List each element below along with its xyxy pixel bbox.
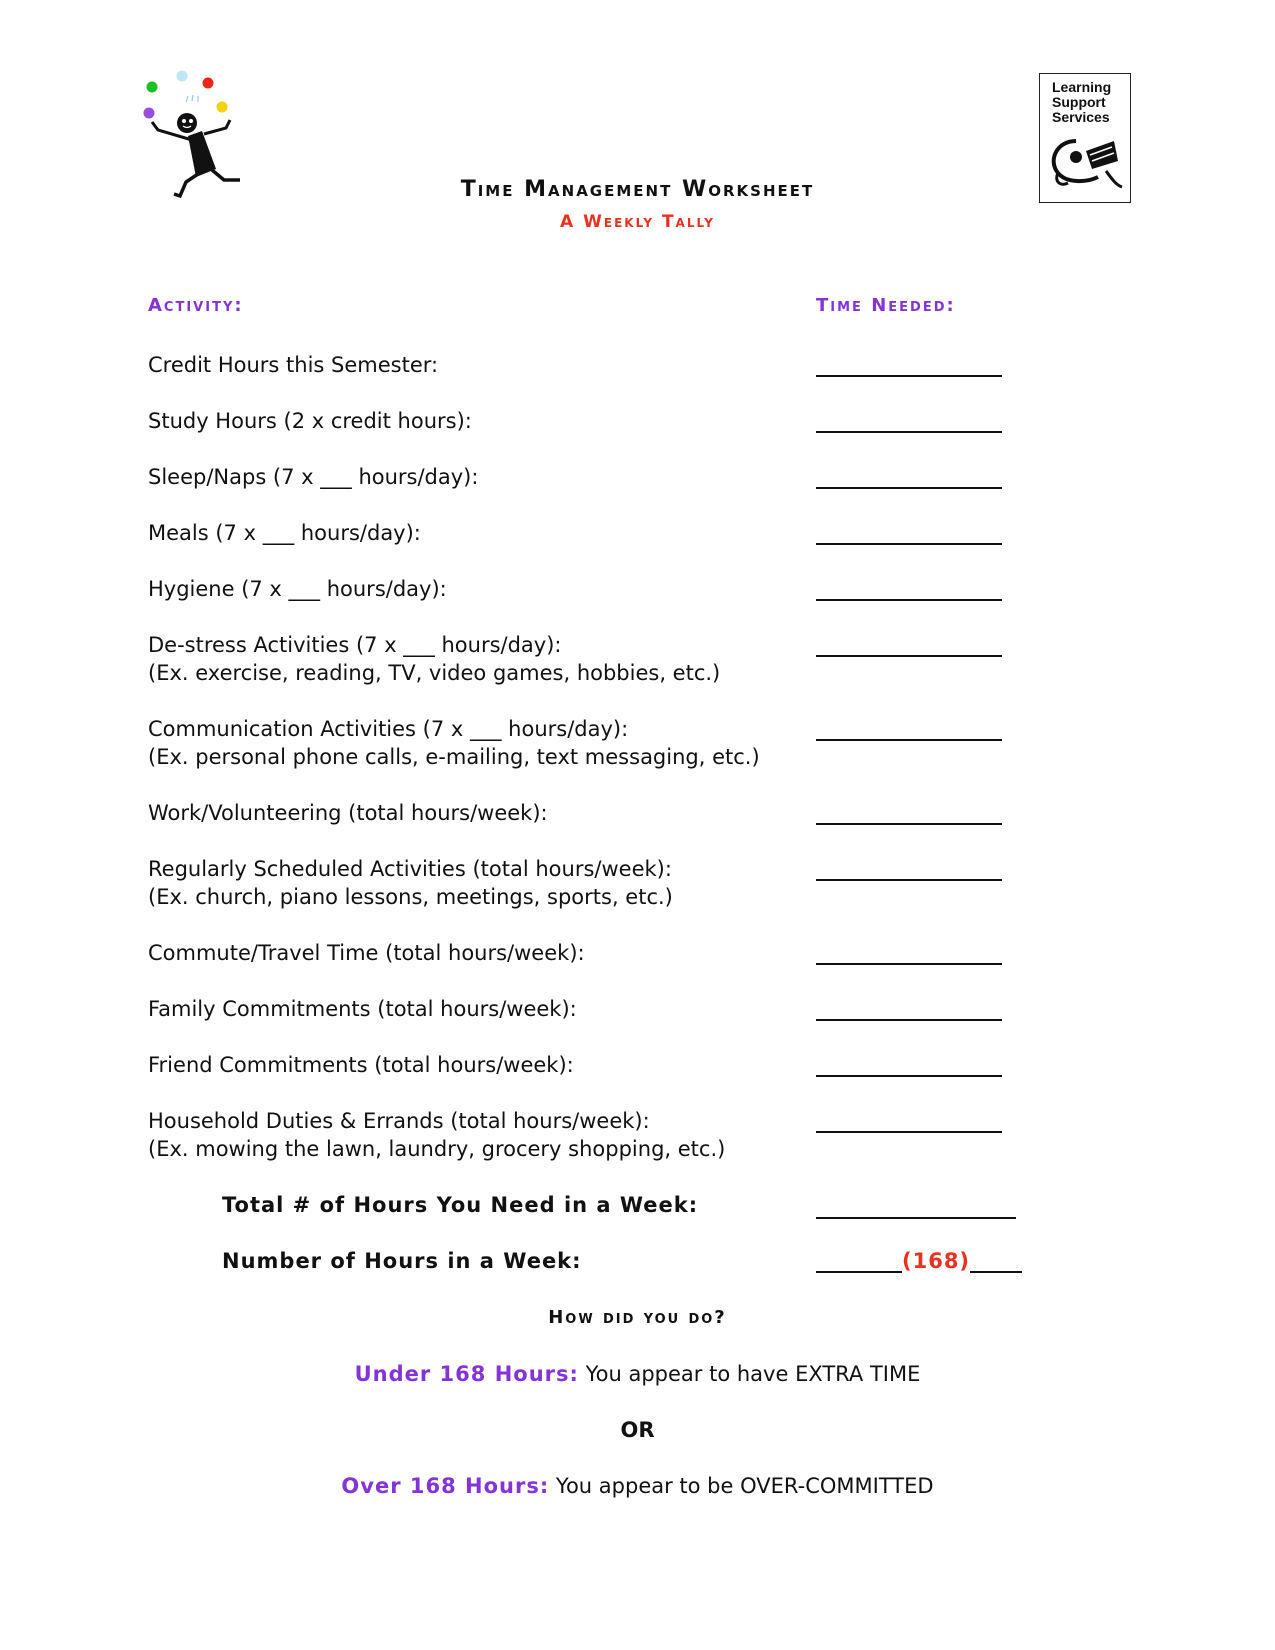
or-divider: OR xyxy=(620,1418,655,1442)
activity-label: Commute/Travel Time (total hours/week): xyxy=(148,941,585,965)
activity-label: Meals (7 x ___ hours/day): xyxy=(148,521,421,545)
time-needed-blank[interactable] xyxy=(816,465,1002,489)
page-title: Time Management Worksheet xyxy=(460,177,815,202)
week-hours-underline xyxy=(970,1249,1022,1273)
activity-row xyxy=(148,855,1028,911)
time-needed-blank[interactable] xyxy=(816,577,1002,601)
logo-line: Services xyxy=(1052,109,1110,125)
activity-row xyxy=(148,939,1028,967)
activity-label: Family Commitments (total hours/week): xyxy=(148,997,577,1021)
time-needed-blank[interactable] xyxy=(816,801,1002,825)
activity-row xyxy=(148,463,1028,491)
activity-row xyxy=(148,575,1028,603)
time-needed-blank[interactable] xyxy=(816,409,1002,433)
time-needed-blank[interactable] xyxy=(816,997,1002,1021)
activity-label: Communication Activities (7 x ___ hours/day): xyxy=(148,717,629,741)
activity-example-note: (Ex. exercise, reading, TV, video games, hobbies, etc.) xyxy=(148,661,721,685)
under-result-label: Under 168 Hours: xyxy=(354,1362,579,1386)
time-needed-blank[interactable] xyxy=(816,941,1002,965)
activity-row xyxy=(148,351,1028,379)
time-needed-column-header: Time Needed: xyxy=(816,295,956,316)
activity-row xyxy=(148,631,1028,687)
activity-row xyxy=(148,407,1028,435)
activity-example-note: (Ex. mowing the lawn, laundry, grocery shopping, etc.) xyxy=(148,1137,726,1161)
activity-label: Friend Commitments (total hours/week): xyxy=(148,1053,574,1077)
page-subtitle: A Weekly Tally xyxy=(560,212,715,232)
activity-label: Regularly Scheduled Activities (total hours/week): xyxy=(148,857,672,881)
activity-label: Household Duties & Errands (total hours/week): xyxy=(148,1109,650,1133)
activity-example-note: (Ex. personal phone calls, e-mailing, text messaging, etc.) xyxy=(148,745,760,769)
week-hours-underline xyxy=(816,1249,902,1273)
activity-row xyxy=(148,1051,1028,1079)
logo-line: Support xyxy=(1052,94,1106,110)
time-needed-blank[interactable] xyxy=(816,1109,1002,1133)
activity-row xyxy=(148,519,1028,547)
over-result-line xyxy=(0,1474,1275,1498)
activity-label: Work/Volunteering (total hours/week): xyxy=(148,801,548,825)
time-needed-blank[interactable] xyxy=(816,857,1002,881)
logo-line: Learning xyxy=(1052,79,1112,95)
activity-label: De-stress Activities (7 x ___ hours/day): xyxy=(148,633,562,657)
time-needed-blank[interactable] xyxy=(816,1053,1002,1077)
activity-label: Sleep/Naps (7 x ___ hours/day): xyxy=(148,465,479,489)
activity-row xyxy=(148,1107,1028,1163)
under-result-line xyxy=(0,1362,1275,1386)
under-result-text: You appear to have EXTRA TIME xyxy=(585,1362,921,1386)
total-hours-blank[interactable] xyxy=(816,1195,1016,1219)
time-needed-blank[interactable] xyxy=(816,521,1002,545)
activity-example-note: (Ex. church, piano lessons, meetings, sports, etc.) xyxy=(148,885,673,909)
time-needed-blank[interactable] xyxy=(816,717,1002,741)
activity-row xyxy=(148,715,1028,771)
week-hours-label: Number of Hours in a Week: xyxy=(222,1249,582,1273)
over-result-label: Over 168 Hours: xyxy=(341,1474,550,1498)
results-heading: How did you do? xyxy=(548,1307,727,1328)
over-result-text: You appear to be OVER-COMMITTED xyxy=(555,1474,934,1498)
time-needed-blank[interactable] xyxy=(816,353,1002,377)
activity-label: Study Hours (2 x credit hours): xyxy=(148,409,472,433)
activity-row xyxy=(148,995,1028,1023)
activity-label: Hygiene (7 x ___ hours/day): xyxy=(148,577,447,601)
week-hours-value: (168) xyxy=(902,1249,971,1273)
activity-row xyxy=(148,799,1028,827)
activity-column-header: Activity: xyxy=(148,295,244,316)
time-needed-blank[interactable] xyxy=(816,633,1002,657)
activity-label: Credit Hours this Semester: xyxy=(148,353,439,377)
week-hours-field xyxy=(816,1249,1022,1273)
total-hours-label: Total # of Hours You Need in a Week: xyxy=(222,1193,699,1217)
